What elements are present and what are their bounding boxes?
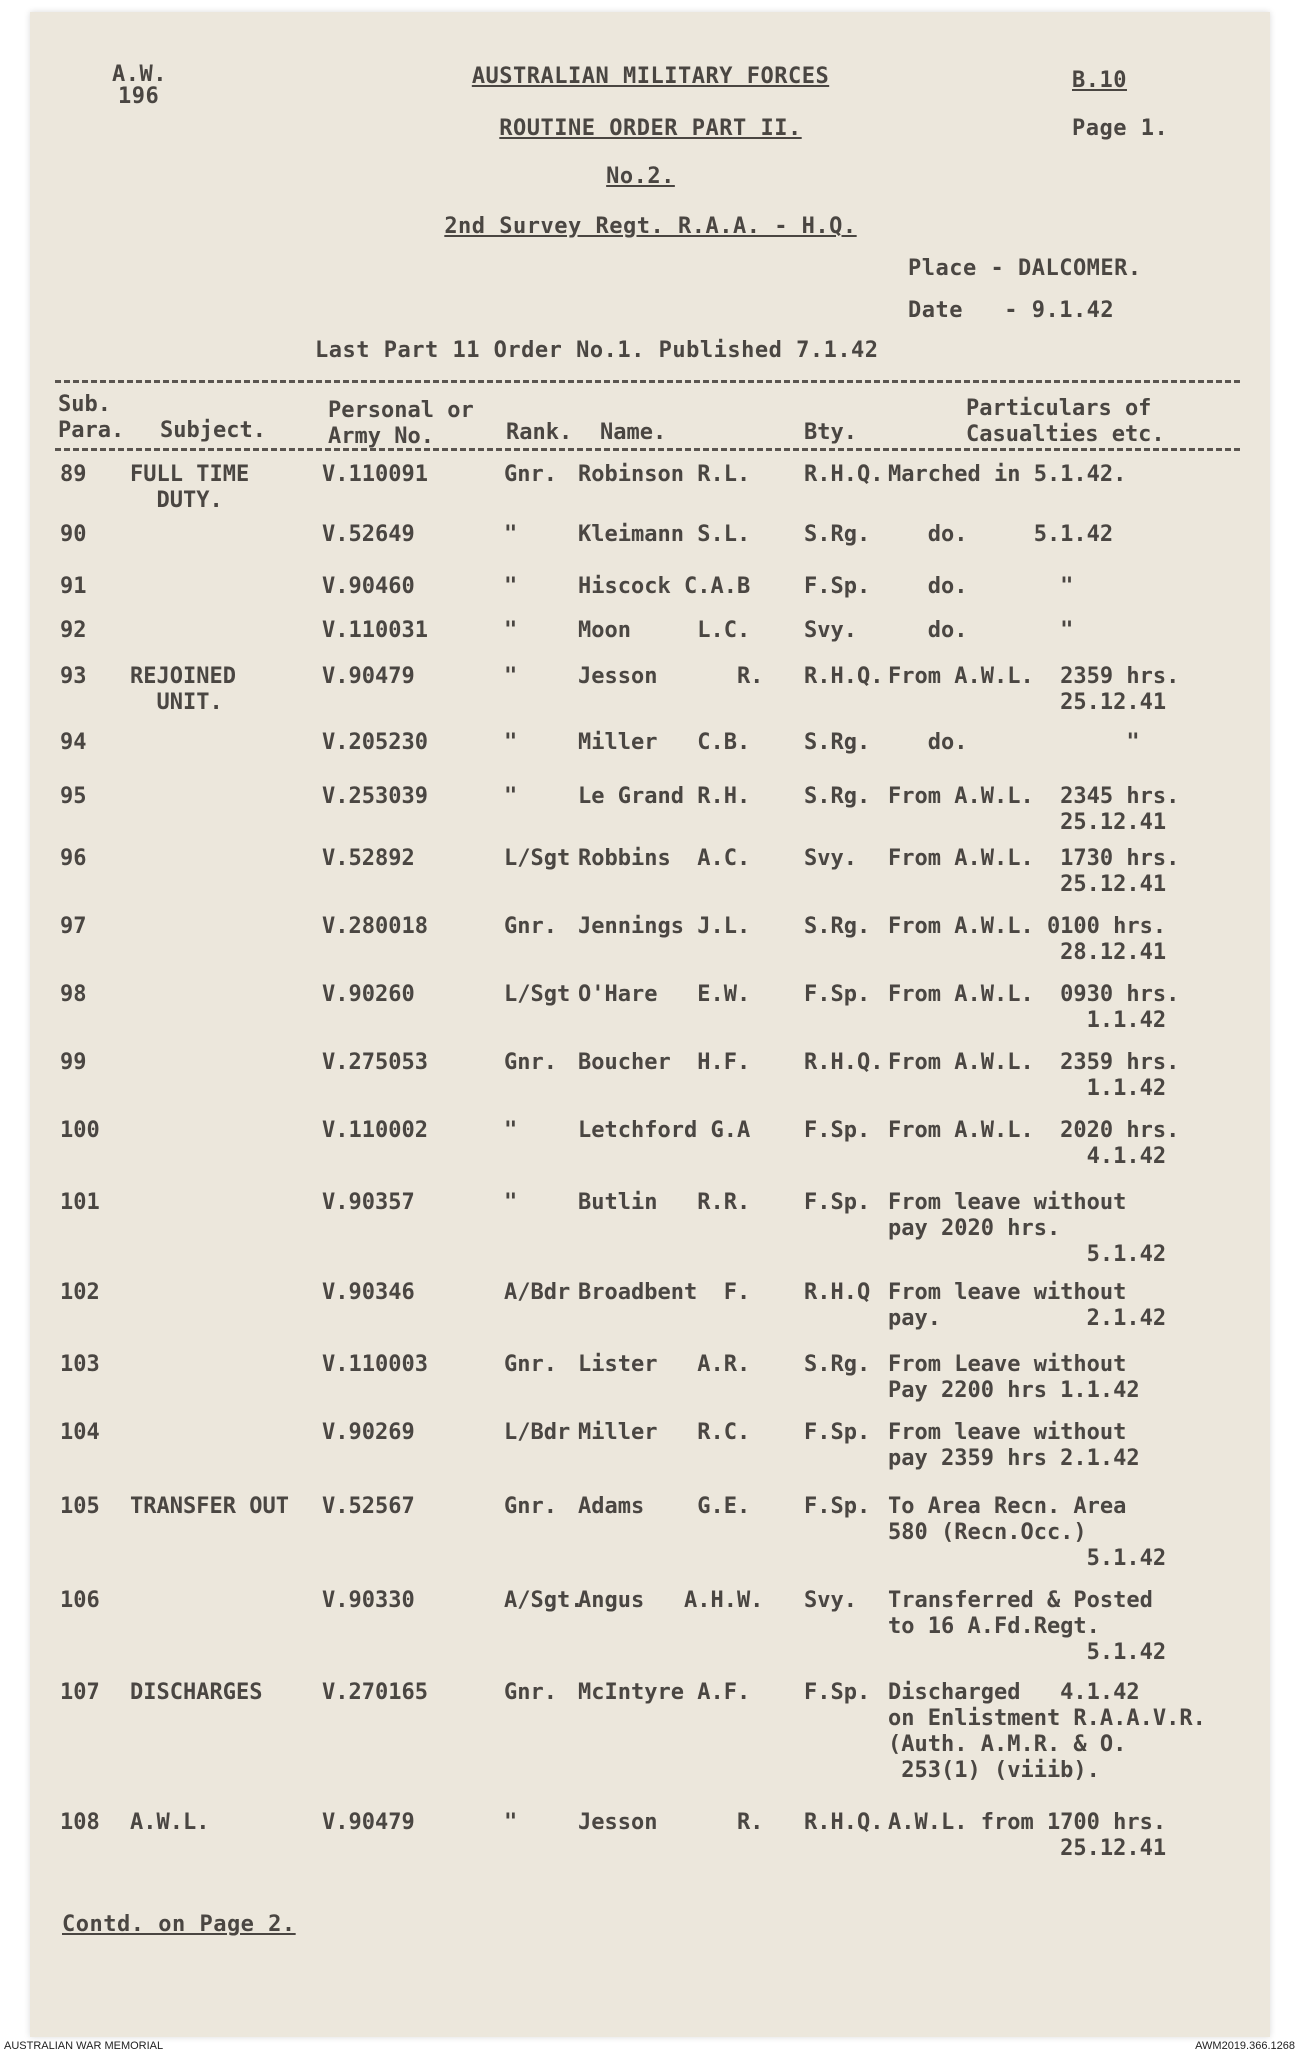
date: Date - 9.1.42 xyxy=(908,298,1115,323)
place: Place - DALCOMER. xyxy=(908,256,1142,281)
row-particulars: From Leave without Pay 2200 hrs 1.1.42 xyxy=(888,1352,1140,1403)
col-header-bty: Bty. xyxy=(804,420,857,445)
row-rank: Gnr. xyxy=(504,914,557,939)
row-battery: R.H.Q. xyxy=(804,1050,884,1075)
row-particulars: do. " xyxy=(888,618,1074,643)
row-para: 100 xyxy=(60,1118,100,1143)
row-para: 102 xyxy=(60,1280,100,1305)
row-rank: A/Bdr xyxy=(504,1280,571,1305)
col-header-subject: Subject. xyxy=(160,418,266,443)
row-battery: F.Sp. xyxy=(804,1118,871,1143)
col-header-rank: Rank. xyxy=(506,420,573,445)
row-rank: Gnr. xyxy=(504,1680,557,1705)
row-battery: S.Rg. xyxy=(804,522,871,547)
row-particulars: From A.W.L. 0930 hrs. 1.1.42 xyxy=(888,982,1180,1033)
row-name: Jesson R. xyxy=(578,1810,764,1835)
row-rank: " xyxy=(504,1190,518,1215)
row-battery: R.H.Q. xyxy=(804,1810,884,1835)
row-para: 92 xyxy=(60,618,87,643)
row-para: 96 xyxy=(60,846,87,871)
row-particulars: From A.W.L. 2020 hrs. 4.1.42 xyxy=(888,1118,1180,1169)
row-name: Lister A.R. xyxy=(578,1352,751,1377)
row-particulars: From A.W.L. 0100 hrs. 28.12.41 xyxy=(888,914,1167,965)
row-rank: " xyxy=(504,1118,518,1143)
row-battery: S.Rg. xyxy=(804,914,871,939)
row-name: Miller C.B. xyxy=(578,730,751,755)
row-name: McIntyre A.F. xyxy=(578,1680,751,1705)
row-battery: R.H.Q xyxy=(804,1280,871,1305)
document-subtitle: ROUTINE ORDER PART II. xyxy=(499,116,802,141)
row-name: Boucher H.F. xyxy=(578,1050,751,1075)
row-rank: " xyxy=(504,574,518,599)
row-particulars: From leave without pay 2020 hrs. 5.1.42 xyxy=(888,1190,1167,1267)
row-para: 97 xyxy=(60,914,87,939)
document-title: AUSTRALIAN MILITARY FORCES xyxy=(471,64,830,89)
row-name: Broadbent F. xyxy=(578,1280,751,1305)
row-army-number: V.110003 xyxy=(322,1352,428,1377)
row-para: 89 xyxy=(60,462,87,487)
row-battery: Svy. xyxy=(804,618,857,643)
row-para: 106 xyxy=(60,1588,100,1613)
row-para: 108 xyxy=(60,1810,100,1835)
row-para: 101 xyxy=(60,1190,100,1215)
row-rank: L/Sgt xyxy=(504,982,571,1007)
row-name: Moon L.C. xyxy=(578,618,751,643)
row-para: 95 xyxy=(60,784,87,809)
row-name: Robbins A.C. xyxy=(578,846,751,871)
row-battery: F.Sp. xyxy=(804,1680,871,1705)
row-name: Robinson R.L. xyxy=(578,462,751,487)
row-para: 105 xyxy=(60,1494,100,1519)
row-battery: F.Sp. xyxy=(804,574,871,599)
row-rank: A/Sgt. xyxy=(504,1588,584,1613)
row-para: 104 xyxy=(60,1420,100,1445)
col-header-number: Personal or Army No. xyxy=(328,398,474,449)
row-rank: " xyxy=(504,784,518,809)
row-army-number: V.90346 xyxy=(322,1280,415,1305)
row-subject: TRANSFER OUT xyxy=(130,1494,289,1519)
header-rule-bottom xyxy=(55,448,1240,451)
row-particulars: do. " xyxy=(888,730,1140,755)
order-number: No.2. xyxy=(606,164,675,189)
row-particulars: From leave without pay. 2.1.42 xyxy=(888,1280,1167,1331)
row-army-number: V.90479 xyxy=(322,1810,415,1835)
file-ref-number: 196 xyxy=(118,84,160,109)
row-rank: " xyxy=(504,730,518,755)
row-battery: S.Rg. xyxy=(804,730,871,755)
row-name: Angus A.H.W. xyxy=(578,1588,764,1613)
row-army-number: V.253039 xyxy=(322,784,428,809)
row-particulars: From A.W.L. 2345 hrs. 25.12.41 xyxy=(888,784,1180,835)
row-battery: Svy. xyxy=(804,1588,857,1613)
row-army-number: V.90460 xyxy=(322,574,415,599)
row-battery: F.Sp. xyxy=(804,1420,871,1445)
row-name: Jennings J.L. xyxy=(578,914,751,939)
row-particulars: From leave without pay 2359 hrs 2.1.42 xyxy=(888,1420,1140,1471)
row-particulars: To Area Recn. Area 580 (Recn.Occ.) 5.1.42 xyxy=(888,1494,1167,1571)
row-subject: DISCHARGES xyxy=(130,1680,263,1705)
header-rule-top xyxy=(55,380,1240,383)
col-header-particulars: Particulars of Casualties etc. xyxy=(966,396,1165,447)
row-army-number: V.52649 xyxy=(322,522,415,547)
row-name: Butlin R.R. xyxy=(578,1190,751,1215)
row-rank: " xyxy=(504,522,518,547)
row-army-number: V.90330 xyxy=(322,1588,415,1613)
row-army-number: V.205230 xyxy=(322,730,428,755)
row-army-number: V.90269 xyxy=(322,1420,415,1445)
row-battery: F.Sp. xyxy=(804,982,871,1007)
row-battery: R.H.Q. xyxy=(804,462,884,487)
archive-reference: AWM2019.366.1268 xyxy=(1195,2040,1295,2052)
row-particulars: Marched in 5.1.42. xyxy=(888,462,1127,487)
row-army-number: V.110031 xyxy=(322,618,428,643)
row-subject: REJOINED UNIT. xyxy=(130,664,236,715)
row-army-number: V.52892 xyxy=(322,846,415,871)
row-para: 98 xyxy=(60,982,87,1007)
row-army-number: V.52567 xyxy=(322,1494,415,1519)
col-header-subpara: Sub. Para. xyxy=(58,392,125,443)
col-header-name: Name. xyxy=(600,420,667,445)
row-particulars: From A.W.L. 2359 hrs. 25.12.41 xyxy=(888,664,1180,715)
row-rank: " xyxy=(504,618,518,643)
last-order-line: Last Part 11 Order No.1. Published 7.1.42 xyxy=(315,338,879,363)
row-particulars: From A.W.L. 1730 hrs. 25.12.41 xyxy=(888,846,1180,897)
row-battery: Svy. xyxy=(804,846,857,871)
row-rank: " xyxy=(504,1810,518,1835)
row-para: 99 xyxy=(60,1050,87,1075)
row-army-number: V.275053 xyxy=(322,1050,428,1075)
row-name: O'Hare E.W. xyxy=(578,982,751,1007)
row-rank: Gnr. xyxy=(504,462,557,487)
row-particulars: do. 5.1.42 xyxy=(888,522,1114,547)
row-battery: S.Rg. xyxy=(804,1352,871,1377)
row-army-number: V.110091 xyxy=(322,462,428,487)
row-para: 107 xyxy=(60,1680,100,1705)
row-battery: S.Rg. xyxy=(804,784,871,809)
page-number: Page 1. xyxy=(1072,116,1169,141)
row-name: Hiscock C.A.B xyxy=(578,574,751,599)
archive-credit: AUSTRALIAN WAR MEMORIAL xyxy=(4,2040,164,2052)
form-code: B.10 xyxy=(1072,68,1127,93)
unit-name: 2nd Survey Regt. R.A.A. - H.Q. xyxy=(444,214,857,239)
row-name: Letchford G.A xyxy=(578,1118,751,1143)
row-name: Le Grand R.H. xyxy=(578,784,751,809)
row-rank: L/Sgt xyxy=(504,846,571,871)
file-ref: A.W. xyxy=(112,62,167,87)
row-rank: " xyxy=(504,664,518,689)
row-subject: FULL TIME DUTY. xyxy=(130,462,250,513)
row-army-number: V.90479 xyxy=(322,664,415,689)
row-name: Adams G.E. xyxy=(578,1494,751,1519)
row-particulars: From A.W.L. 2359 hrs. 1.1.42 xyxy=(888,1050,1180,1101)
row-particulars: Discharged 4.1.42 on Enlistment R.A.A.V.R. (Auth. A.M.R. & O. 253(1) (viiib). xyxy=(888,1680,1206,1783)
row-army-number: V.90357 xyxy=(322,1190,415,1215)
row-battery: R.H.Q. xyxy=(804,664,884,689)
continued-note: Contd. on Page 2. xyxy=(62,1912,296,1937)
row-rank: Gnr. xyxy=(504,1352,557,1377)
row-para: 91 xyxy=(60,574,87,599)
row-para: 93 xyxy=(60,664,87,689)
row-para: 103 xyxy=(60,1352,100,1377)
row-particulars: do. " xyxy=(888,574,1074,599)
row-battery: F.Sp. xyxy=(804,1494,871,1519)
row-particulars: Transferred & Posted to 16 A.Fd.Regt. 5.1.42 xyxy=(888,1588,1167,1665)
row-name: Jesson R. xyxy=(578,664,764,689)
row-name: Kleimann S.L. xyxy=(578,522,751,547)
row-para: 94 xyxy=(60,730,87,755)
row-army-number: V.270165 xyxy=(322,1680,428,1705)
row-rank: L/Bdr xyxy=(504,1420,571,1445)
row-army-number: V.110002 xyxy=(322,1118,428,1143)
row-battery: F.Sp. xyxy=(804,1190,871,1215)
row-subject: A.W.L. xyxy=(130,1810,210,1835)
row-rank: Gnr. xyxy=(504,1494,557,1519)
row-army-number: V.90260 xyxy=(322,982,415,1007)
row-name: Miller R.C. xyxy=(578,1420,751,1445)
row-para: 90 xyxy=(60,522,87,547)
row-rank: Gnr. xyxy=(504,1050,557,1075)
row-army-number: V.280018 xyxy=(322,914,428,939)
row-particulars: A.W.L. from 1700 hrs. 25.12.41 xyxy=(888,1810,1167,1861)
